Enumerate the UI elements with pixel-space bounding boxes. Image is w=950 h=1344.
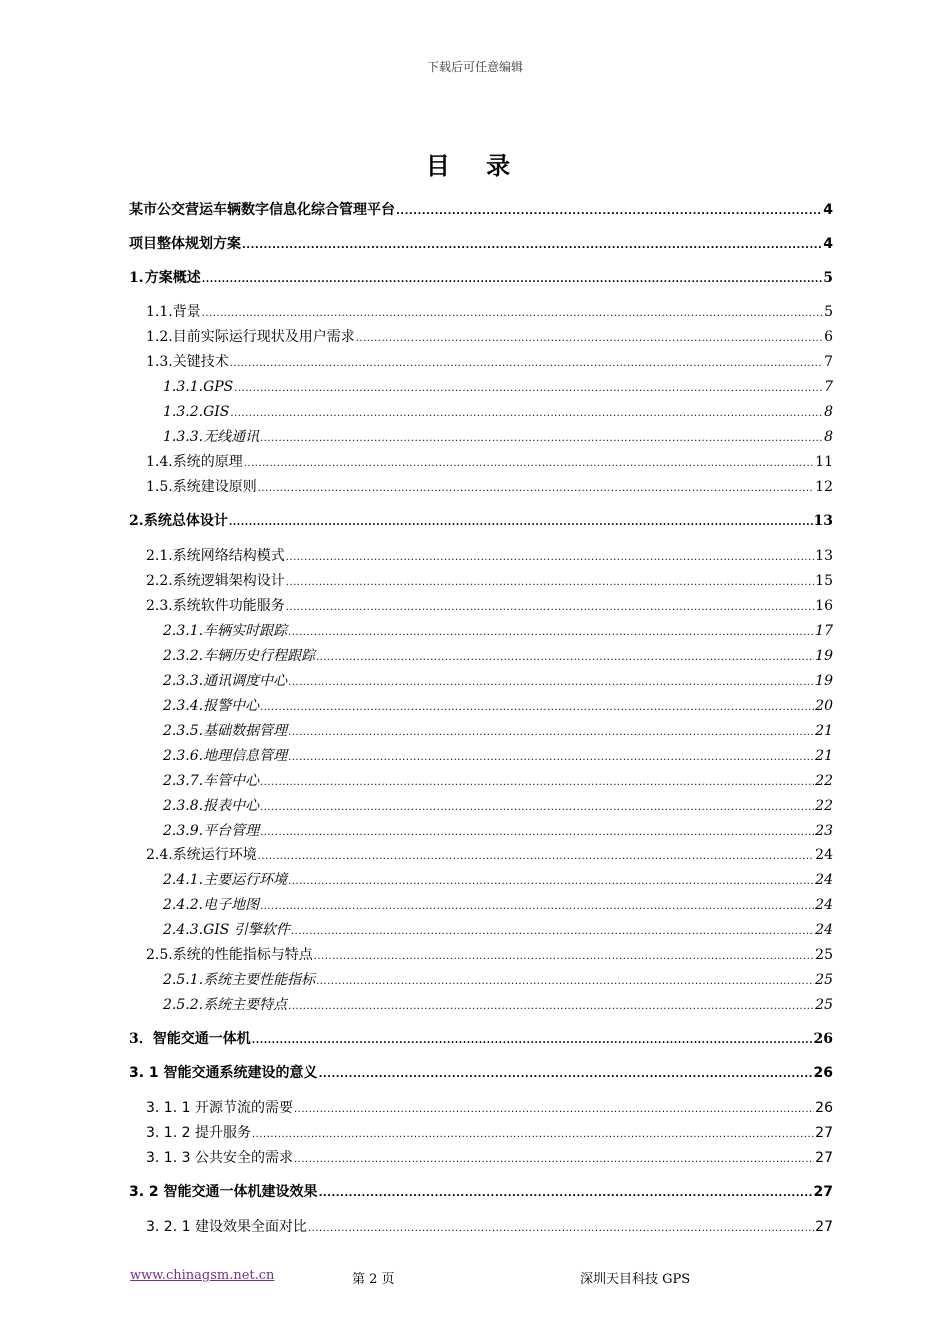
toc-entry-number: 1.3.1. (163, 379, 204, 395)
toc-dot-leader (286, 598, 814, 618)
toc-entry[interactable] (163, 920, 833, 940)
toc-entry-title: 报警中心 (203, 698, 260, 714)
toc-entry[interactable] (163, 427, 833, 447)
toc-entry-page: 25 (815, 997, 833, 1013)
toc-entry-page: 7 (824, 379, 833, 395)
toc-entry-number: 2.4.1. (163, 872, 204, 888)
toc-entry-page: 22 (815, 798, 833, 814)
toc-dot-leader (308, 1219, 814, 1239)
toc-entry-title: GPS (203, 379, 234, 395)
toc-entry-number: 2.3.8. (163, 798, 204, 814)
toc-entry-number: 2.4.2. (163, 897, 204, 913)
toc-entry-title: 系统网络结构模式 (172, 548, 285, 564)
toc-entry-title: 地理信息管理 (203, 748, 288, 764)
toc-dot-leader (202, 304, 823, 324)
toc-dot-leader (286, 573, 814, 593)
toc-entry[interactable] (146, 546, 833, 566)
toc-dot-leader (229, 513, 813, 533)
toc-entry-page: 4 (823, 202, 833, 218)
toc-entry-page: 5 (824, 304, 833, 320)
toc-entry-number: 1.3.3. (163, 429, 204, 445)
toc-entry-title: 项目整体规划方案 (129, 236, 241, 252)
toc-entry-page: 7 (824, 354, 833, 370)
toc-dot-leader (294, 1100, 814, 1120)
toc-entry-title: 系统主要性能指标 (203, 972, 316, 988)
toc-entry-page: 17 (815, 623, 833, 639)
toc-entry[interactable] (163, 796, 833, 816)
toc-entry-page: 26 (813, 1065, 833, 1081)
toc-entry-title: 智能交通一体机 (152, 1031, 251, 1047)
toc-entry-number: 1.2. (146, 329, 173, 345)
page-title: 目 录 (425, 151, 525, 180)
toc-entry-title: 车辆实时跟踪 (203, 623, 288, 639)
page-header: 下载后可任意编辑 (426, 60, 523, 74)
toc-entry-page: 26 (813, 1031, 833, 1047)
toc-entry-title: 基础数据管理 (203, 723, 288, 739)
toc-entry-title: 3. 1. 3 公共安全的需求 (146, 1150, 293, 1166)
toc-entry-number: 2. (129, 513, 144, 529)
toc-entry[interactable] (163, 970, 833, 990)
toc-entry-title: 某市公交营运车辆数字信息化综合管理平台 (129, 202, 395, 218)
toc-dot-leader (319, 1065, 813, 1085)
toc-entry-title: 3. 1. 2 提升服务 (146, 1125, 251, 1141)
toc-entry[interactable] (146, 1148, 833, 1168)
toc-entry[interactable] (146, 1217, 833, 1237)
toc-entry-number: 1.1. (146, 304, 173, 320)
toc-entry-page: 25 (815, 972, 833, 988)
toc-entry-title: GIS 引擎软件 (203, 922, 290, 938)
toc-dot-leader (288, 872, 814, 892)
company-name: 深圳天目科技 GPS (580, 1272, 691, 1287)
toc-entry[interactable] (163, 771, 833, 791)
page-number: 第 2 页 (352, 1272, 395, 1287)
toc-entry-number: 2.3.5. (163, 723, 204, 739)
toc-entry[interactable] (129, 511, 833, 531)
toc-entry-number: 2.3.6. (163, 748, 204, 764)
toc-dot-leader (356, 329, 823, 349)
toc-entry[interactable] (163, 895, 833, 915)
toc-entry[interactable] (146, 571, 833, 591)
toc-dot-leader (230, 354, 823, 374)
toc-entry-title: GIS (203, 404, 230, 420)
toc-entry-number: 2.3.2. (163, 648, 204, 664)
toc-entry-number: 2.5. (146, 947, 173, 963)
toc-entry-title: 目前实际运行现状及用户需求 (172, 329, 355, 345)
toc-entry[interactable] (163, 821, 833, 841)
toc-entry-number: 2.3. (146, 598, 173, 614)
toc-dot-leader (260, 798, 814, 818)
toc-entry-number: 2.1. (146, 548, 173, 564)
toc-entry-number: 1.5. (146, 479, 173, 495)
website-link[interactable]: www.chinagsm.net.cn (130, 1268, 275, 1283)
toc-dot-leader (230, 404, 823, 424)
toc-dot-leader (288, 673, 814, 693)
toc-entry-page: 13 (813, 513, 833, 529)
toc-entry-page: 8 (824, 429, 833, 445)
toc-entry-title: 车辆历史行程跟踪 (203, 648, 316, 664)
toc-entry[interactable] (129, 1182, 833, 1202)
toc-dot-leader (291, 922, 814, 942)
toc-entry-title: 系统的原理 (172, 454, 243, 470)
toc-entry-page: 25 (815, 947, 833, 963)
toc-entry-number: 1.3.2. (163, 404, 204, 420)
toc-entry-number: 1. (129, 270, 144, 286)
toc-entry-page: 27 (813, 1184, 833, 1200)
toc-entry-page: 16 (815, 598, 833, 614)
toc-entry-page: 27 (815, 1150, 833, 1166)
toc-entry-title: 系统主要特点 (203, 997, 288, 1013)
toc-entry-page: 20 (815, 698, 833, 714)
toc-entry[interactable] (146, 352, 833, 372)
toc-entry-title: 报表中心 (203, 798, 260, 814)
toc-entry-number: 2.3.1. (163, 623, 204, 639)
toc-entry-page: 19 (815, 673, 833, 689)
toc-dot-leader (314, 947, 814, 967)
toc-dot-leader (288, 623, 814, 643)
toc-entry-title: 3. 1 智能交通系统建设的意义 (129, 1065, 318, 1081)
toc-entry-title: 3. 2 智能交通一体机建设效果 (129, 1184, 318, 1200)
toc-dot-leader (260, 698, 814, 718)
toc-entry-title: 通讯调度中心 (203, 673, 288, 689)
toc-entry[interactable] (146, 596, 833, 616)
toc-dot-leader (244, 454, 814, 474)
toc-dot-leader (260, 773, 814, 793)
toc-entry-title: 系统逻辑架构设计 (172, 573, 285, 589)
toc-entry-page: 12 (815, 479, 833, 495)
toc-entry-page: 24 (815, 872, 833, 888)
toc-dot-leader (288, 723, 814, 743)
toc-dot-leader (202, 270, 822, 290)
toc-entry-page: 26 (815, 1100, 833, 1116)
toc-dot-leader (260, 429, 823, 449)
toc-entry[interactable] (129, 268, 833, 288)
toc-entry[interactable] (146, 945, 833, 965)
toc-entry[interactable] (163, 746, 833, 766)
toc-entry-page: 19 (815, 648, 833, 664)
toc-dot-leader (288, 748, 814, 768)
toc-entry-title: 关键技术 (172, 354, 229, 370)
toc-entry-page: 21 (815, 723, 833, 739)
toc-entry-number: 2.3.3. (163, 673, 204, 689)
toc-entry[interactable] (163, 402, 833, 422)
toc-entry-page: 5 (823, 270, 833, 286)
toc-entry[interactable] (163, 377, 833, 397)
toc-entry[interactable] (146, 1123, 833, 1143)
toc-entry[interactable] (163, 696, 833, 716)
toc-entry-page: 11 (815, 454, 833, 470)
toc-entry[interactable] (146, 452, 833, 472)
toc-entry-title: 3. 2. 1 建设效果全面对比 (146, 1219, 307, 1235)
toc-entry-page: 4 (823, 236, 833, 252)
toc-entry-page: 15 (815, 573, 833, 589)
toc-dot-leader (258, 847, 814, 867)
toc-entry[interactable] (163, 671, 833, 691)
toc-entry-title: 系统软件功能服务 (172, 598, 285, 614)
toc-dot-leader (286, 548, 814, 568)
toc-dot-leader (260, 897, 814, 917)
toc-entry[interactable] (129, 1063, 833, 1083)
toc-dot-leader (234, 379, 823, 399)
toc-dot-leader (319, 1184, 813, 1204)
toc-entry-number: 1.4. (146, 454, 173, 470)
toc-dot-leader (252, 1125, 814, 1145)
toc-entry-number: 2.2. (146, 573, 173, 589)
toc-dot-leader (294, 1150, 814, 1170)
toc-entry-title: 车管中心 (203, 773, 260, 789)
toc-entry-number: 2.5.1. (163, 972, 204, 988)
toc-entry[interactable] (146, 327, 833, 347)
toc-entry-title: 系统的性能指标与特点 (172, 947, 313, 963)
toc-entry-number: 2.3.7. (163, 773, 204, 789)
toc-entry[interactable] (129, 1029, 833, 1049)
toc-entry-title: 平台管理 (203, 823, 260, 839)
toc-entry-title: 主要运行环境 (203, 872, 288, 888)
toc-entry-number: 2.3.9. (163, 823, 204, 839)
toc-entry[interactable] (163, 995, 833, 1015)
toc-dot-leader (316, 648, 814, 668)
toc-entry-title: 无线通讯 (203, 429, 260, 445)
toc-dot-leader (316, 972, 814, 992)
toc-entry-page: 24 (815, 897, 833, 913)
toc-entry-page: 8 (824, 404, 833, 420)
toc-entry[interactable] (146, 845, 833, 865)
toc-entry-title: 电子地图 (203, 897, 260, 913)
toc-entry-page: 27 (815, 1125, 833, 1141)
toc-dot-leader (258, 479, 814, 499)
toc-entry[interactable] (146, 477, 833, 497)
toc-entry-number: 2.5.2. (163, 997, 204, 1013)
toc-entry-number: 2.4.3. (163, 922, 204, 938)
toc-entry-title: 系统建设原则 (172, 479, 257, 495)
toc-entry-page: 24 (815, 922, 833, 938)
toc-entry-number: 2.3.4. (163, 698, 204, 714)
toc-entry-title: 系统总体设计 (143, 513, 228, 529)
toc-entry[interactable] (146, 1098, 833, 1118)
toc-entry-page: 24 (815, 847, 833, 863)
toc-entry[interactable] (163, 646, 833, 666)
toc-entry-number: 1.3. (146, 354, 173, 370)
toc-entry-page: 13 (815, 548, 833, 564)
toc-dot-leader (288, 997, 814, 1017)
toc-entry-title: 3. 1. 1 开源节流的需要 (146, 1100, 293, 1116)
toc-entry-title: 方案概述 (144, 270, 201, 286)
toc-entry[interactable] (163, 870, 833, 890)
toc-entry-page: 23 (815, 823, 833, 839)
toc-entry-number: 2.4. (146, 847, 173, 863)
toc-entry-page: 21 (815, 748, 833, 764)
toc-entry[interactable] (163, 621, 833, 641)
toc-entry[interactable] (129, 200, 833, 220)
toc-dot-leader (260, 823, 814, 843)
toc-entry-page: 22 (815, 773, 833, 789)
toc-entry[interactable] (146, 302, 833, 322)
toc-entry[interactable] (163, 721, 833, 741)
toc-entry-number: 3． (129, 1031, 153, 1047)
toc-entry[interactable] (129, 234, 833, 254)
toc-entry-page: 27 (815, 1219, 833, 1235)
toc-dot-leader (396, 202, 822, 222)
toc-entry-title: 背景 (172, 304, 201, 320)
toc-dot-leader (252, 1031, 813, 1051)
toc-entry-page: 6 (824, 329, 833, 345)
toc-dot-leader (242, 236, 822, 256)
toc-entry-title: 系统运行环境 (172, 847, 257, 863)
page-footer (0, 1268, 950, 1288)
